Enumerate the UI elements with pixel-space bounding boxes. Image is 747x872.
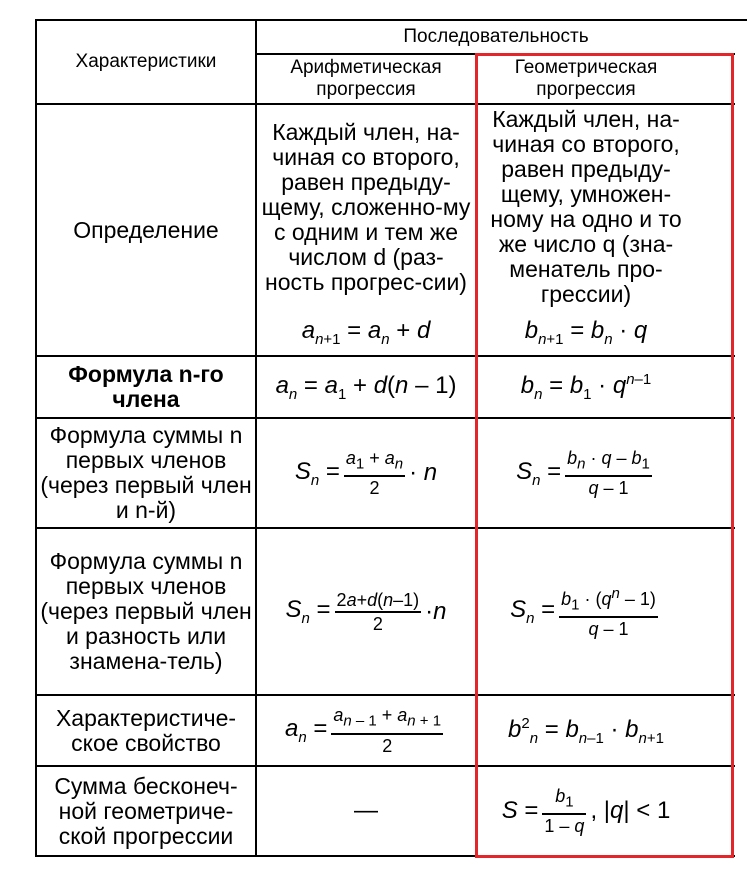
arith-nth-term-formula: $a_n = a_1 + d(n - 1)$ — [275, 371, 457, 403]
geom-property-formula: $b^2_n = b_{n-1} \cdot b_{n+1}$ — [508, 714, 664, 747]
arith-infinite-sum-dash: — — [354, 797, 378, 824]
geom-sum-first-nth-formula: $S_n$ = $\frac{b_n \cdot q - b_1}{q - 1}$ — [516, 447, 650, 499]
arith-definition-text: Каждый член, на-чиная со второго, равен предыду-щему, сложенно-му с одним и тем же числом d (раз-ность прогрес-сии) — [261, 118, 471, 295]
geometric-column-highlight — [475, 53, 734, 858]
header-sequence: Последовательность — [403, 26, 589, 47]
row-label-property: Характеристиче-ское свойство — [55, 704, 237, 756]
row-label-nth-term: Формула n-го члена — [68, 361, 224, 412]
header-geometric: Геометрическая прогрессия — [514, 57, 658, 100]
row-label-infinite-sum: Сумма бесконеч-ной геометриче-ской прогрессии — [54, 772, 238, 849]
geom-definition-text: Каждый член, на-чиная со второго, равен предыду-щему, умножен-ному на одно и то же число q (зна-менатель про-грессии) — [490, 106, 682, 307]
header-arithmetic: Арифметическая прогрессия — [290, 57, 442, 100]
row-label-sum-first-diff: Формула суммы n первых членов (через первый член и разность или знамена-тель) — [40, 548, 252, 674]
geom-nth-term-formula: $b_n = b_1 \cdot q^{n-1}$ — [520, 371, 652, 403]
geom-infinite-sum-formula: S = $\frac{b_1}{1 - q}$ , |q| < 1 — [501, 785, 671, 837]
geom-sum-first-ratio-formula: $S_n$ = $\frac{b_1 \cdot (q^n - 1)}{q - 1}$ — [510, 584, 656, 640]
arith-sum-first-diff-formula: $S_n$ = $\frac{2a+d(n-1)}{2}$ ·n — [285, 589, 447, 634]
arith-property-formula: $a_n$ = $\frac{a_{n - 1} + a_{n + 1}}{2}$ — [284, 705, 442, 756]
header-characteristics: Характеристики — [75, 51, 217, 72]
arith-sum-first-nth-formula: $S_n$ = $\frac{a_1 + a_n}{2}$ · n — [294, 447, 438, 499]
geom-recurrence-formula: $b_{n+1} = b_n \cdot q$ — [524, 316, 648, 348]
row-label-sum-first-nth: Формула суммы n первых членов (через первый член и n-й) — [40, 422, 252, 523]
row-label-definition: Определение — [73, 216, 219, 243]
arith-recurrence-formula: $a_{n+1} = a_n + d$ — [301, 316, 431, 348]
